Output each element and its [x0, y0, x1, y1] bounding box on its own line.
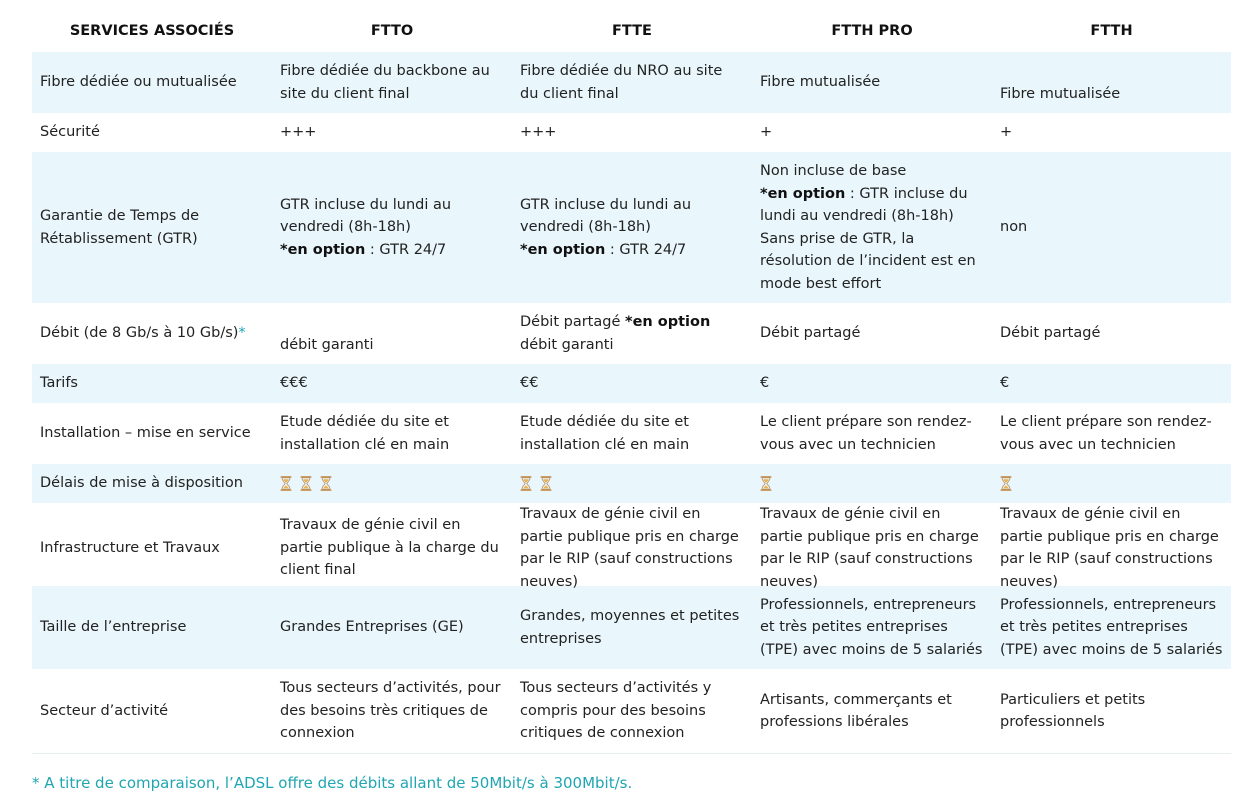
cell-ftto	[272, 194, 512, 262]
cell-ftto: Etude dédiée du site et installation clé en main	[280, 414, 450, 453]
table-row	[32, 364, 1231, 403]
comparison-table	[32, 10, 1231, 754]
table-row	[32, 503, 1231, 590]
cell-ftth: Fibre mutualisée	[1000, 85, 1121, 102]
cell-ftth-pro: Artisants, commerçants et professions libérales	[760, 691, 952, 730]
gtr-text: GTR incluse du lundi au vendredi (8h-18h)	[280, 196, 452, 236]
cell-ftte: +++	[520, 124, 557, 141]
cell-ftth-pro	[752, 472, 992, 495]
header-services: SERVICES ASSOCIÉS	[69, 22, 235, 39]
table-row	[32, 303, 1231, 364]
cell-ftth-pro: +	[760, 124, 773, 141]
hourglass-icon	[1000, 476, 1012, 491]
cell-ftte	[512, 194, 752, 262]
cell-ftto: Tous secteurs d’activités, pour des besoins très critiques de connexion	[280, 680, 501, 742]
option-label: *en option	[280, 241, 366, 258]
table-row	[32, 113, 1231, 152]
table-row	[32, 464, 1231, 503]
table-row	[32, 669, 1231, 753]
row-label: Tarifs	[40, 375, 78, 392]
option-label: *en option	[624, 314, 711, 330]
row-label: Sécurité	[40, 124, 100, 141]
gtr-text: Non incluse de base	[760, 163, 907, 179]
cell-ftto	[272, 472, 512, 495]
hourglass-icon	[300, 476, 312, 491]
cell-ftth-pro: Le client prépare son rendez-vous avec un technicien	[760, 414, 972, 453]
cell-ftte	[512, 311, 752, 356]
cell-ftth-pro: Fibre mutualisée	[760, 74, 881, 91]
cell-ftto: débit garanti	[280, 336, 374, 353]
cell-ftth	[992, 472, 1231, 495]
option-text: : GTR 24/7	[605, 241, 687, 258]
footnote: * A titre de comparaison, l’ADSL offre des débits allant de 50Mbit/s à 300Mbit/s.	[32, 774, 633, 792]
option-text: : GTR 24/7	[365, 241, 447, 258]
cell-ftte: Travaux de génie civil en partie publique pris en charge par le RIP (sauf constructions neuves)	[520, 506, 739, 590]
header-ftto: FTTO	[370, 22, 414, 39]
table-row	[32, 52, 1231, 113]
table-row	[32, 152, 1231, 303]
hourglass-icon	[520, 476, 532, 491]
cell-ftte: Fibre dédiée du NRO au site du client final	[520, 63, 723, 102]
row-label: Délais de mise à disposition	[40, 475, 243, 492]
row-label	[32, 322, 272, 345]
cell-ftth: Travaux de génie civil en partie publique pris en charge par le RIP (sauf constructions neuves)	[1000, 506, 1219, 590]
row-label: Secteur d’activité	[40, 702, 169, 719]
header-ftte: FTTE	[612, 22, 652, 39]
footnote-marker: *	[238, 325, 246, 342]
cell-ftth: Le client prépare son rendez-vous avec un technicien	[1000, 414, 1212, 453]
header-ftth-pro: FTTH PRO	[831, 22, 913, 39]
cell-ftte: Tous secteurs d’activités y compris pour des besoins critiques de connexion	[520, 680, 712, 742]
hourglass-icon	[320, 476, 332, 491]
table-row	[32, 586, 1231, 669]
hourglass-icon	[760, 476, 772, 491]
debit-text: Débit partagé	[520, 314, 625, 330]
cell-ftte: Etude dédiée du site et installation clé en main	[520, 414, 690, 453]
cell-ftto: +++	[280, 124, 317, 141]
hourglass-icon	[280, 476, 292, 491]
cell-ftte: Grandes, moyennes et petites entreprises	[520, 608, 740, 647]
cell-ftto: Fibre dédiée du backbone au site du client final	[280, 63, 490, 102]
cell-ftth: non	[1000, 219, 1028, 236]
cell-ftth-pro: €	[760, 375, 770, 392]
cell-ftth: Débit partagé	[1000, 325, 1101, 342]
option-label: *en option	[520, 241, 606, 258]
cell-ftth-pro: Travaux de génie civil en partie publique pris en charge par le RIP (sauf constructions neuves)	[760, 506, 979, 590]
row-label: Infrastructure et Travaux	[40, 539, 220, 556]
gtr-text: GTR incluse du lundi au vendredi (8h-18h)	[520, 196, 692, 236]
cell-ftte	[512, 472, 752, 495]
row-label: Taille de l’entreprise	[40, 619, 187, 636]
option-text: : GTR incluse du lundi au vendredi (8h-18h)	[760, 185, 968, 224]
cell-ftth: Particuliers et petits professionnels	[1000, 691, 1146, 730]
cell-ftth: Professionnels, entrepreneurs et très petites entreprises (TPE) avec moins de 5 salariés	[1000, 596, 1223, 658]
cell-ftth-pro: Débit partagé	[760, 325, 861, 342]
debit-text-rest: débit garanti	[520, 336, 614, 353]
cell-ftte: €€	[520, 375, 539, 392]
cell-ftth: +	[1000, 124, 1013, 141]
cell-ftth: €	[1000, 375, 1010, 392]
row-label: Garantie de Temps de Rétablissement (GTR)	[40, 208, 200, 247]
row-label: Installation – mise en service	[40, 425, 251, 442]
debit-label: Débit (de 8 Gb/s à 10 Gb/s)	[40, 325, 239, 342]
cell-ftto: Grandes Entreprises (GE)	[280, 619, 464, 636]
cell-ftto: €€€	[280, 375, 308, 392]
table-header-row	[32, 10, 1231, 52]
hourglass-icon	[540, 476, 552, 491]
row-label: Fibre dédiée ou mutualisée	[40, 74, 237, 91]
gtr-note: Sans prise de GTR, la résolution de l’incident est en mode best effort	[760, 230, 976, 292]
cell-ftth-pro	[752, 160, 992, 295]
option-label: *en option	[760, 185, 846, 202]
cell-ftto: Travaux de génie civil en partie publique à la charge du client final	[280, 517, 499, 579]
table-row	[32, 403, 1231, 464]
header-ftth: FTTH	[1090, 22, 1133, 39]
cell-ftth-pro: Professionnels, entrepreneurs et très petites entreprises (TPE) avec moins de 5 salariés	[760, 596, 983, 658]
